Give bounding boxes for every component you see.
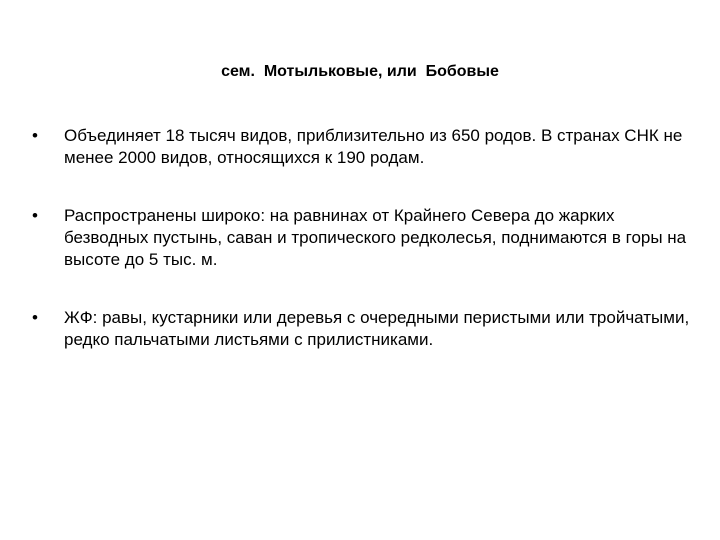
slide-title: сем. Мотыльковые, или Бобовые [221,63,499,80]
bullet-item [32,125,692,169]
bullet-text: Распространены широко: на равнинах от Крайнего Севера до жарких безводных пустынь, саван и тропического редколесья, поднимаются в горы на высоте до 5 тыс. м. [64,206,687,269]
bullet-text: ЖФ: равы, кустарники или деревья с очередными перистыми или тройчатыми, редко пальчатыми листьями с прилистниками. [64,308,690,349]
bullet-point-icon: • [32,126,38,145]
bullet-point-icon: • [32,206,38,225]
bullet-point-icon: • [32,308,38,327]
bullet-item [32,307,692,351]
bullet-list [32,125,692,387]
bullet-text: Объединяет 18 тысяч видов, приблизительно из 650 родов. В странах СНК не менее 2000 видов, относящихся к 190 родам. [64,126,683,167]
bullet-item [32,205,692,271]
